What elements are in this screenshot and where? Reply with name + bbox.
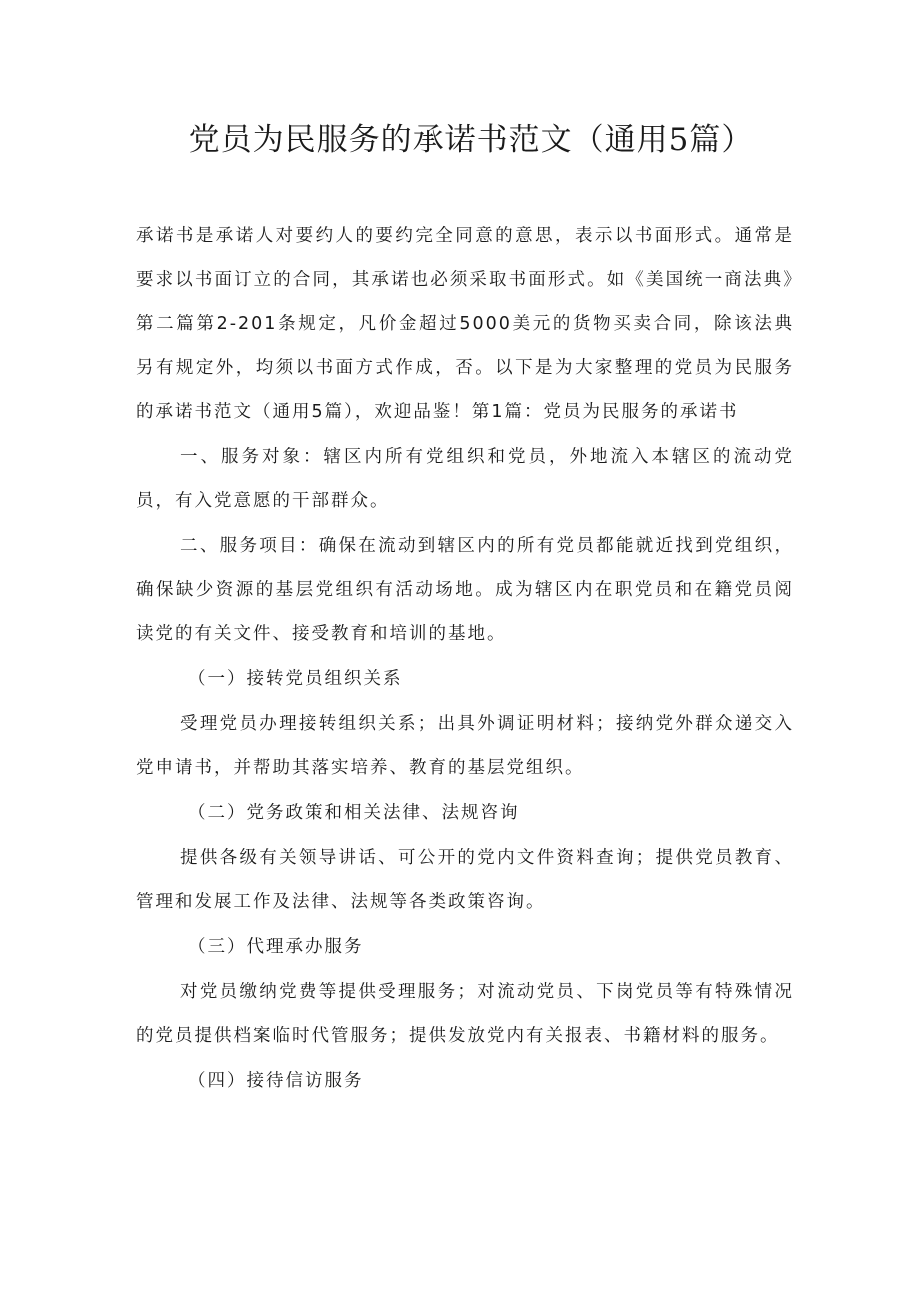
paragraph-service-target: 一、服务对象：辖区内所有党组织和党员，外地流入本辖区的流动党员，有入党意愿的干部群众。	[136, 447, 794, 511]
document-title: 党员为民服务的承诺书范文（通用5篇）	[188, 122, 754, 158]
paragraph-transfer: 受理党员办理接转组织关系；出具外调证明材料；接纳党外群众递交入党申请书，并帮助其落实培养、教育的基层党组织。	[136, 714, 794, 778]
subheading-consulting: （二）党务政策和相关法律、法规咨询	[188, 803, 520, 823]
subheading-petition: （四）接待信访服务	[188, 1071, 364, 1091]
paragraph-intro: 承诺书是承诺人对要约人的要约完全同意的意思，表示以书面形式。通常是要求以书面订立的合同，其承诺也必须采取书面形式。如《美国统一商法典》第二篇第2-201条规定，凡价金超过5000美元的货物买卖合同，除该法典另有规定外，均须以书面方式作成，否。以下是为大家整理的党员为民服务的承诺书范文（通用5篇），欢迎品鉴！第1篇：党员为民服务的承诺书	[136, 226, 794, 422]
paragraph-agency: 对党员缴纳党费等提供受理服务；对流动党员、下岗党员等有特殊情况的党员提供档案临时代管服务；提供发放党内有关报表、书籍材料的服务。	[136, 982, 794, 1046]
paragraph-service-items: 二、服务项目：确保在流动到辖区内的所有党员都能就近找到党组织，确保缺少资源的基层党组织有活动场地。成为辖区内在职党员和在籍党员阅读党的有关文件、接受教育和培训的基地。	[136, 536, 794, 644]
paragraph-consulting: 提供各级有关领导讲话、可公开的党内文件资料查询；提供党员教育、管理和发展工作及法律、法规等各类政策咨询。	[136, 848, 794, 912]
subheading-transfer: （一）接转党员组织关系	[188, 669, 403, 689]
subheading-agency: （三）代理承办服务	[188, 937, 364, 957]
